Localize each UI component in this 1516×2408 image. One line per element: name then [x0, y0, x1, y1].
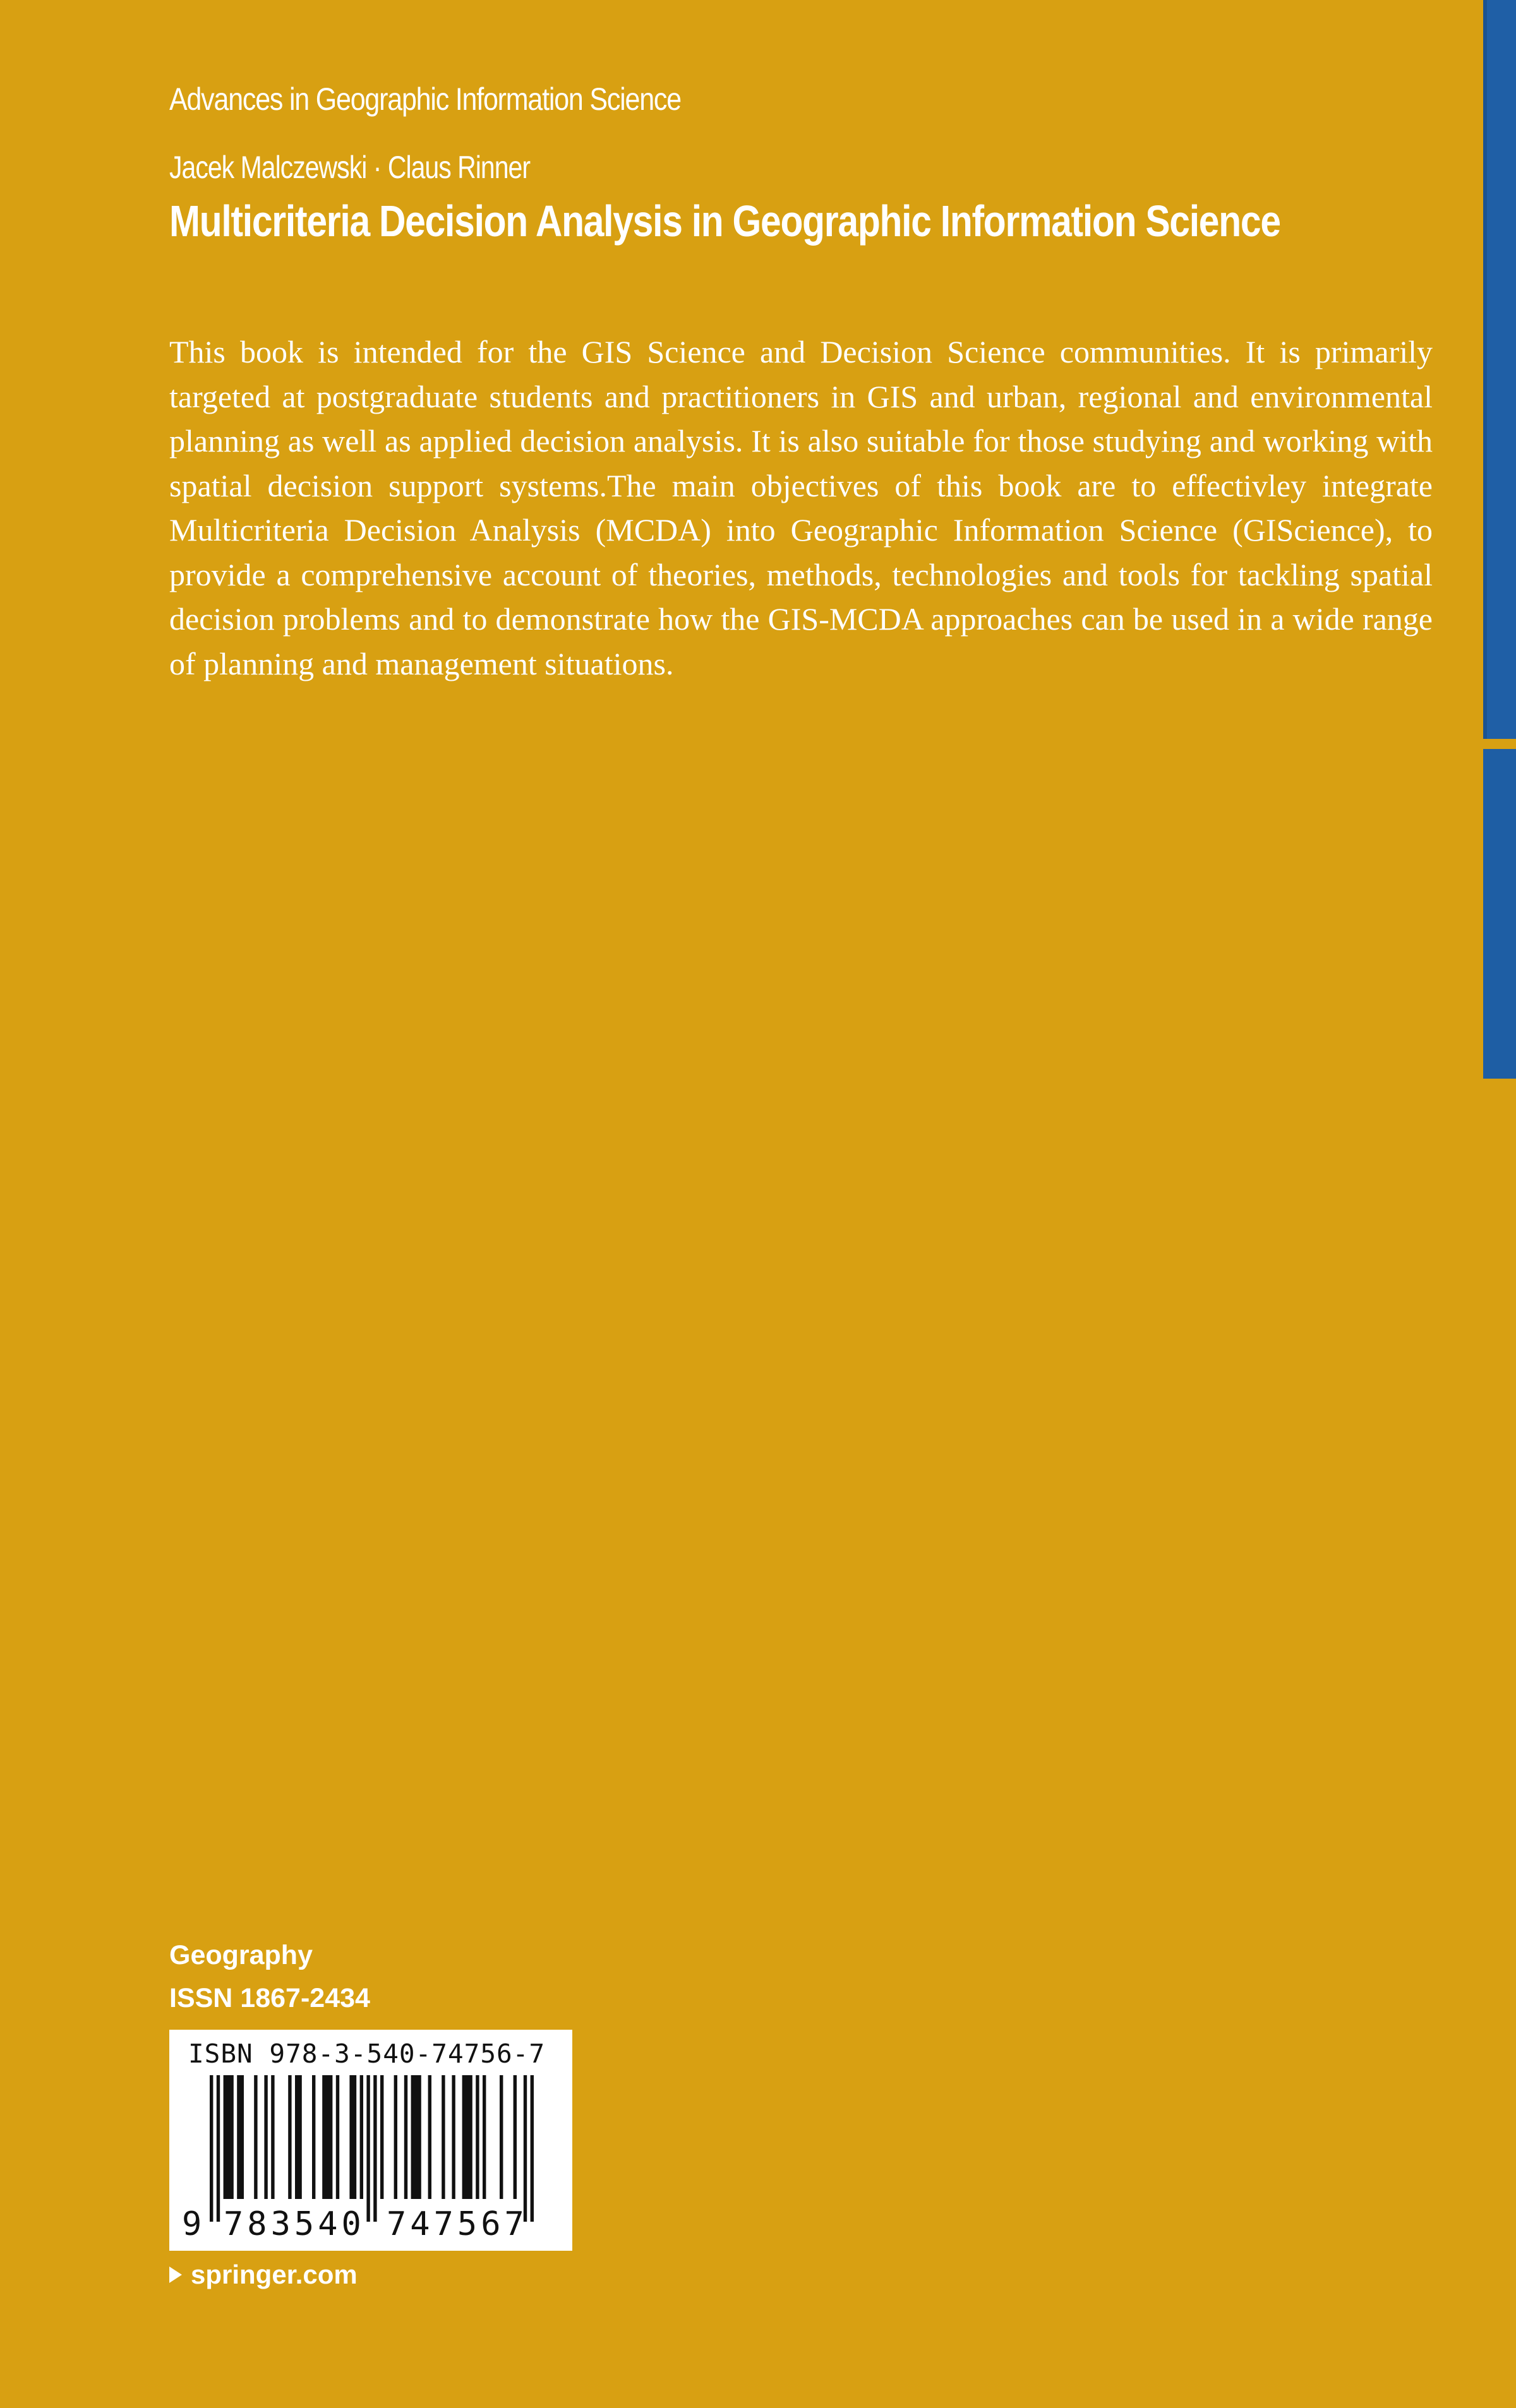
barcode-bar-4	[254, 2075, 257, 2199]
barcode-bar-17	[394, 2075, 397, 2199]
barcode-bar-18	[404, 2075, 407, 2199]
barcode-bar-13	[360, 2075, 363, 2199]
subject-category: Geography	[169, 1940, 313, 1970]
website-label: springer.com	[191, 2260, 358, 2289]
barcode-bar-3	[237, 2075, 244, 2199]
barcode-bar-8	[295, 2075, 302, 2199]
barcode-bar-23	[462, 2075, 472, 2199]
barcode-bar-9	[312, 2075, 315, 2199]
barcode-bar-20	[428, 2075, 431, 2199]
barcode-bar-7	[288, 2075, 291, 2199]
issn: ISSN 1867-2434	[169, 1983, 370, 2013]
book-title: Multicriteria Decision Analysis in Geographic Information Science	[169, 196, 1280, 246]
barcode-bar-2	[224, 2075, 234, 2199]
barcode-bar-22	[452, 2075, 455, 2199]
barcode-bar-12	[349, 2075, 356, 2199]
barcode-bar-0	[210, 2075, 213, 2222]
barcode-bar-1	[217, 2075, 220, 2222]
barcode-bar-11	[336, 2075, 339, 2199]
barcode-left-digits: 783540	[224, 2205, 365, 2243]
series-title: Advances in Geographic Information Science	[169, 81, 681, 117]
barcode-bar-29	[531, 2075, 534, 2222]
barcode-lead-digit: 9	[182, 2205, 202, 2243]
barcode-bar-19	[411, 2075, 421, 2199]
authors: Jacek Malczewski · Claus Rinner	[169, 150, 531, 185]
spine-accent-gap	[1483, 739, 1516, 749]
barcode-bar-28	[524, 2075, 527, 2222]
barcode-right-digits: 747567	[387, 2205, 528, 2243]
barcode-bar-25	[483, 2075, 486, 2199]
barcode-bar-15	[373, 2075, 376, 2222]
barcode-bar-16	[380, 2075, 383, 2199]
spine-accent-band-top	[1483, 0, 1516, 739]
right-triangle-arrow-icon	[169, 2267, 182, 2283]
publisher-website[interactable]	[169, 2260, 358, 2290]
barcode-bar-6	[271, 2075, 274, 2199]
barcode-bar-14	[366, 2075, 370, 2222]
isbn-label: ISBN 978-3-540-74756-7	[188, 2039, 546, 2069]
barcode-panel	[169, 2030, 572, 2251]
barcode-bar-21	[442, 2075, 445, 2199]
barcode-bar-24	[476, 2075, 479, 2199]
barcode-bar-26	[500, 2075, 503, 2199]
barcode-bar-10	[322, 2075, 332, 2199]
spine-accent-band-bottom	[1483, 749, 1516, 1079]
book-blurb: This book is intended for the GIS Science and Decision Science communities. It is primarily targeted at postgraduate students and practitioners in GIS and urban, regional and environmental planning as well as applied decision analysis. It is also suitable for those studying and working with spatial decision support systems.The main objectives of this book are to effectivley integrate Multicriteria Decision Analysis (MCDA) into Geographic Information Science (GIScience), to provide a comprehensive account of theories, methods, technologies and tools for tackling spatial decision problems and to demonstrate how the GIS-MCDA approaches can be used in a wide range of planning and management situations.	[169, 334, 1433, 681]
barcode-bar-5	[264, 2075, 267, 2199]
barcode-bar-27	[514, 2075, 517, 2199]
